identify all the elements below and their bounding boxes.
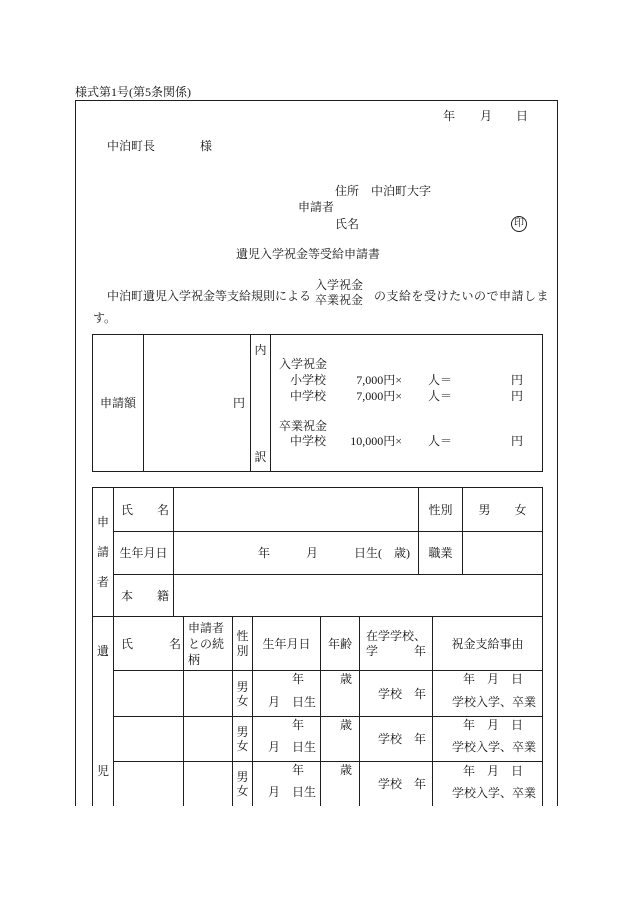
addressee-name: 中泊町長	[107, 139, 156, 153]
header-age: 年齢	[327, 636, 352, 651]
date-month-label: 月	[480, 109, 493, 123]
addressee-honorific: 様	[200, 139, 213, 153]
child-school-cell	[359, 716, 433, 762]
breakdown-cell	[270, 334, 543, 472]
child-school-cell	[359, 761, 433, 806]
header-relation-line: 申請者	[188, 620, 225, 635]
header-sex-char: 性	[236, 628, 249, 643]
header-school	[366, 629, 426, 659]
child-relation-cell	[183, 670, 233, 717]
amount-label: 申請額	[100, 396, 137, 410]
child-relation-cell	[183, 761, 233, 806]
child-sex-cell	[232, 761, 253, 806]
amount-unit: 円	[232, 396, 245, 410]
child-reason-cell	[432, 716, 543, 762]
sex-option-female: 女	[236, 739, 249, 753]
age-unit-label: 歳	[340, 763, 353, 777]
header-relation-line: 柄	[188, 652, 201, 667]
birth-month-day-label: 月 日生	[268, 695, 317, 709]
body-text-before: 中泊町遺児入学祝金等支給規則による	[107, 289, 312, 303]
children-section-char: 遺	[96, 644, 109, 658]
applicant-sex-label: 性別	[428, 502, 453, 517]
child-birthdate-cell	[252, 716, 321, 762]
breakdown-count-unit: 人＝	[428, 434, 453, 448]
child-name-cell	[113, 716, 184, 762]
applicant-sex-field	[462, 487, 543, 532]
child-reason-cell	[432, 761, 543, 806]
birth-year-label: 年	[292, 672, 305, 686]
child-name-cell	[113, 761, 184, 806]
breakdown-school: 中学校	[290, 434, 327, 448]
applicant-birth-format: 年 月 日生( 歳)	[258, 546, 410, 560]
child-birthdate-cell	[252, 670, 321, 717]
header-age-cell	[320, 616, 360, 671]
document-title: 遺児入学祝金等受給申請書	[235, 247, 380, 261]
amount-value-cell	[143, 334, 251, 472]
breakdown-school: 小学校	[290, 373, 327, 387]
header-school-cell	[359, 616, 433, 671]
breakdown-group-admission: 入学祝金	[279, 357, 328, 371]
age-unit-label: 歳	[340, 672, 353, 686]
breakdown-count-unit: 人＝	[428, 373, 453, 387]
breakdown-label-cell	[250, 334, 271, 472]
sex-option-male: 男	[236, 679, 249, 694]
body-option-admission: 入学祝金	[315, 278, 364, 292]
breakdown-count-unit: 人＝	[428, 389, 453, 403]
header-birth-cell	[252, 616, 321, 671]
address-value: 中泊町大字	[371, 184, 432, 198]
breakdown-label-top: 内	[254, 343, 267, 357]
applicant-name-label-cell	[113, 487, 174, 532]
applicant-birth-label: 生年月日	[119, 546, 168, 560]
header-name-cell	[113, 616, 184, 671]
header-relation-cell	[183, 616, 233, 671]
date-day-label: 日	[516, 109, 529, 123]
date-year-label: 年	[443, 109, 456, 123]
breakdown-total-unit: 円	[511, 373, 524, 387]
header-school-line: 在学学校、	[366, 628, 427, 643]
header-relation	[188, 620, 224, 668]
header-sex-char: 別	[236, 643, 249, 658]
child-name-cell	[113, 670, 184, 717]
applicant-role-label: 申請者	[298, 200, 335, 214]
child-age-cell	[320, 716, 360, 762]
birth-month-day-label: 月 日生	[268, 785, 317, 799]
header-sex-cell	[232, 616, 253, 671]
form-number: 様式第1号(第5条関係)	[75, 85, 191, 99]
applicant-section-char: 者	[96, 575, 109, 589]
school-grade-label: 学校 年	[378, 777, 427, 791]
applicant-section-label-cell	[92, 487, 114, 617]
sex-option-male: 男	[236, 725, 249, 739]
header-reason-cell	[432, 616, 543, 671]
breakdown-rate: 10,000円×	[350, 434, 402, 448]
breakdown-rate: 7,000円×	[356, 373, 402, 387]
applicant-birth-label-cell	[113, 531, 174, 575]
reason-type-label: 学校入学、卒業	[452, 786, 537, 800]
header-reason: 祝金支給事由	[451, 636, 524, 651]
header-relation-line: との続	[188, 636, 225, 651]
amount-label-cell	[92, 334, 144, 472]
child-sex-cell	[232, 670, 253, 717]
address-label: 住所	[335, 184, 360, 198]
applicant-occupation-label-cell	[418, 531, 463, 575]
children-section-char: 児	[96, 764, 109, 778]
body-option-graduation: 卒業祝金	[315, 293, 364, 307]
child-relation-cell	[183, 716, 233, 762]
age-unit-label: 歳	[340, 718, 353, 732]
seal-mark	[511, 216, 527, 232]
applicant-sex-options: 男 女	[478, 502, 527, 517]
child-reason-cell	[432, 670, 543, 717]
child-age-cell	[320, 670, 360, 717]
school-grade-label: 学校 年	[378, 732, 427, 746]
sex-option-male: 男	[236, 770, 249, 784]
reason-date-label: 年 月 日	[463, 718, 524, 732]
birth-year-label: 年	[292, 718, 305, 732]
applicant-occupation-label: 職業	[428, 546, 453, 560]
breakdown-school: 中学校	[290, 389, 327, 403]
header-name: 氏 名	[121, 636, 182, 651]
child-age-cell	[320, 761, 360, 806]
applicant-domicile-label-cell	[113, 574, 174, 617]
applicant-name-label: 氏名	[335, 217, 360, 231]
applicant-birth-field	[173, 531, 419, 575]
child-school-cell	[359, 670, 433, 717]
applicant-section-char: 申	[96, 515, 109, 529]
breakdown-total-unit: 円	[511, 389, 524, 403]
birth-year-label: 年	[292, 763, 305, 777]
sex-option-female: 女	[236, 693, 249, 708]
child-sex-cell	[232, 716, 253, 762]
school-grade-label: 学校 年	[378, 686, 427, 701]
children-section-label-cell	[92, 616, 114, 806]
applicant-section-char: 請	[96, 545, 109, 559]
header-birth: 生年月日	[262, 636, 311, 651]
breakdown-rate: 7,000円×	[356, 389, 402, 403]
applicant-name-field	[173, 487, 419, 532]
applicant-domicile-field	[173, 574, 543, 617]
reason-date-label: 年 月 日	[463, 672, 524, 686]
child-birthdate-cell	[252, 761, 321, 806]
applicant-name-label: 氏 名	[121, 502, 170, 517]
header-school-line: 学 年	[366, 643, 427, 658]
reason-type-label: 学校入学、卒業	[452, 740, 537, 754]
applicant-sex-label-cell	[418, 487, 463, 532]
applicant-occupation-field	[462, 531, 543, 575]
seal-glyph: 印	[514, 218, 524, 229]
reason-date-label: 年 月 日	[463, 764, 524, 778]
breakdown-total-unit: 円	[511, 434, 524, 448]
breakdown-group-graduation: 卒業祝金	[279, 419, 328, 433]
sex-option-female: 女	[236, 784, 249, 798]
body-text-after: の支給を受けたいので申請しま	[374, 289, 550, 303]
breakdown-label-bottom: 訳	[254, 450, 267, 464]
body-text-continuation: す。	[93, 311, 117, 325]
birth-month-day-label: 月 日生	[268, 740, 317, 754]
applicant-domicile-label: 本 籍	[121, 588, 170, 603]
reason-type-label: 学校入学、卒業	[452, 695, 537, 709]
